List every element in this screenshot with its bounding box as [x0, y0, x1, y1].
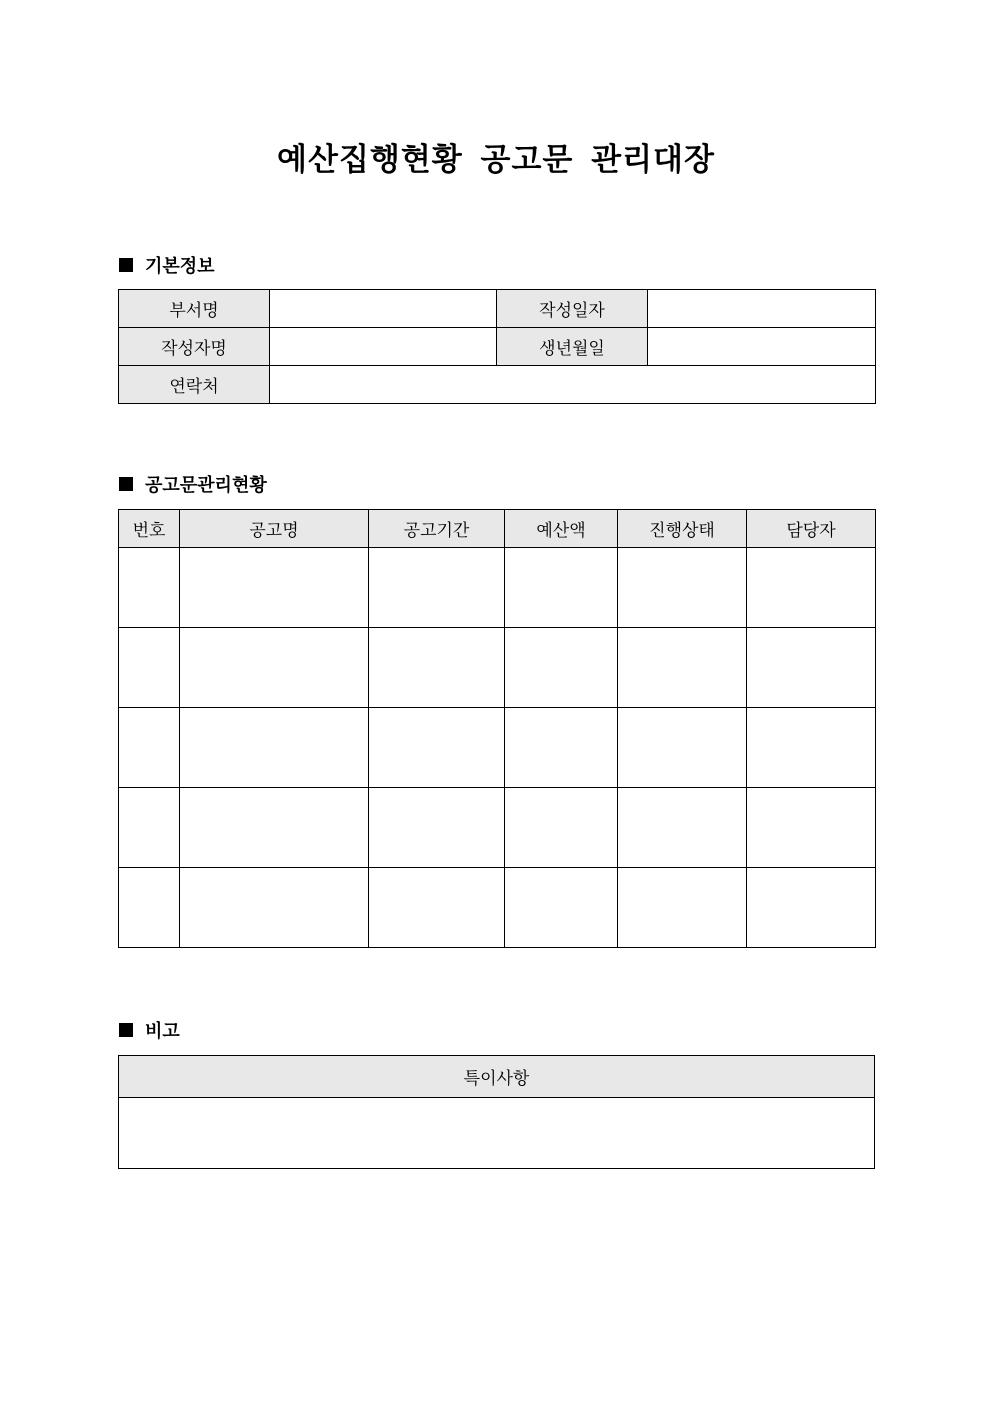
table-cell[interactable]: [119, 708, 180, 788]
column-header-budget: 예산액: [505, 510, 618, 548]
column-header-number: 번호: [119, 510, 180, 548]
table-cell[interactable]: [119, 628, 180, 708]
contact-label: 연락처: [119, 366, 270, 404]
table-cell[interactable]: [369, 708, 505, 788]
basic-info-table: [118, 289, 876, 404]
table-cell[interactable]: [180, 868, 369, 948]
table-row: [119, 290, 876, 328]
section-heading-label: 비고: [145, 1021, 180, 1042]
table-cell[interactable]: [180, 628, 369, 708]
table-row: [119, 868, 876, 948]
table-header-row: [119, 510, 876, 548]
table-cell[interactable]: [618, 788, 747, 868]
table-cell[interactable]: [618, 868, 747, 948]
table-cell[interactable]: [505, 708, 618, 788]
table-cell[interactable]: [747, 708, 876, 788]
section-heading-notices: [119, 471, 267, 497]
column-header-manager: 담당자: [747, 510, 876, 548]
table-cell[interactable]: [119, 868, 180, 948]
column-header-status: 진행상태: [618, 510, 747, 548]
table-header-row: [119, 1056, 875, 1098]
column-header-notice-name: 공고명: [180, 510, 369, 548]
table-row: [119, 328, 876, 366]
notice-table: [118, 509, 876, 948]
table-cell[interactable]: [747, 628, 876, 708]
special-notes-field[interactable]: [119, 1098, 875, 1169]
table-row: [119, 1098, 875, 1169]
column-header-special-notes: 특이사항: [119, 1056, 875, 1098]
author-field[interactable]: [270, 328, 497, 366]
column-header-period: 공고기간: [369, 510, 505, 548]
table-cell[interactable]: [618, 548, 747, 628]
table-cell[interactable]: [618, 628, 747, 708]
section-heading-remarks: [119, 1017, 180, 1043]
table-row: [119, 628, 876, 708]
table-cell[interactable]: [180, 708, 369, 788]
contact-field[interactable]: [270, 366, 876, 404]
table-cell[interactable]: [369, 868, 505, 948]
table-cell[interactable]: [119, 788, 180, 868]
table-cell[interactable]: [180, 788, 369, 868]
date-label: 작성일자: [497, 290, 648, 328]
table-cell[interactable]: [618, 708, 747, 788]
table-row: [119, 366, 876, 404]
dept-label: 부서명: [119, 290, 270, 328]
table-cell[interactable]: [747, 868, 876, 948]
table-cell[interactable]: [369, 548, 505, 628]
table-row: [119, 788, 876, 868]
section-heading-basic: [119, 252, 215, 278]
birth-label: 생년월일: [497, 328, 648, 366]
table-cell[interactable]: [505, 548, 618, 628]
square-bullet-icon: [119, 1023, 133, 1037]
table-cell[interactable]: [747, 548, 876, 628]
remarks-table: [118, 1055, 875, 1169]
table-row: [119, 548, 876, 628]
page-title: 예산집행현황 공고문 관리대장: [277, 142, 715, 178]
section-heading-label: 기본정보: [145, 256, 215, 277]
table-cell[interactable]: [747, 788, 876, 868]
table-row: [119, 708, 876, 788]
square-bullet-icon: [119, 258, 133, 272]
author-label: 작성자명: [119, 328, 270, 366]
table-cell[interactable]: [369, 788, 505, 868]
table-cell[interactable]: [180, 548, 369, 628]
table-cell[interactable]: [505, 868, 618, 948]
section-heading-label: 공고문관리현황: [145, 475, 267, 496]
table-cell[interactable]: [505, 628, 618, 708]
square-bullet-icon: [119, 477, 133, 491]
table-cell[interactable]: [119, 548, 180, 628]
table-cell[interactable]: [369, 628, 505, 708]
table-cell[interactable]: [505, 788, 618, 868]
birth-field[interactable]: [648, 328, 876, 366]
dept-field[interactable]: [270, 290, 497, 328]
date-field[interactable]: [648, 290, 876, 328]
